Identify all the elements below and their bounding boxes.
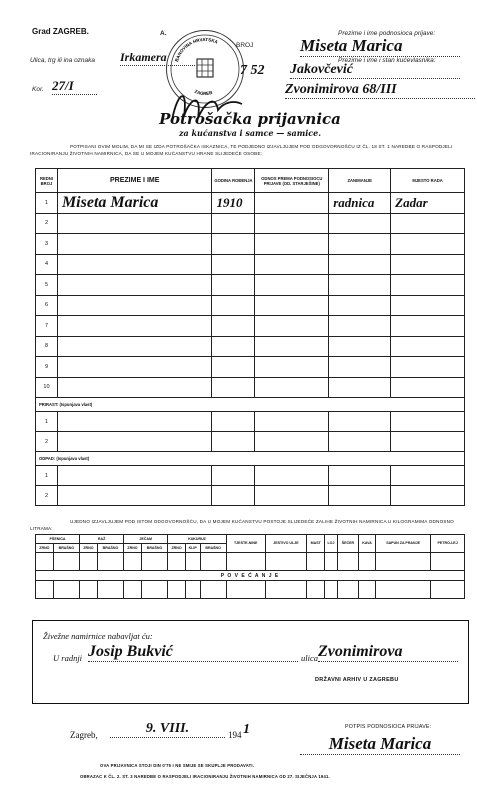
household-row bbox=[36, 316, 465, 337]
row-relation[interactable] bbox=[255, 254, 329, 275]
food-cell[interactable] bbox=[36, 553, 54, 571]
row-relation-text bbox=[255, 338, 259, 353]
section-letter: A. bbox=[160, 30, 167, 37]
food-cell[interactable] bbox=[325, 581, 338, 599]
row-occupation[interactable] bbox=[329, 377, 391, 398]
food-cell[interactable] bbox=[141, 581, 167, 599]
row-occupation[interactable] bbox=[329, 193, 391, 214]
footer-form-note: OBRAZAC K ČL. 2. ST. 3 NAREDBE O RASPODJELI IRACIONIRANJU ŽIVOTNIH NAMIRNICA OD 27. SIJEČNJA 1941. bbox=[80, 774, 330, 779]
odpad-cell[interactable] bbox=[329, 466, 391, 486]
prirast-cell[interactable] bbox=[329, 432, 391, 452]
food-cell[interactable] bbox=[200, 553, 226, 571]
row-occupation[interactable] bbox=[329, 357, 391, 378]
row-name[interactable] bbox=[57, 234, 212, 255]
col-header-relation: ODNOS PREMA PODNOSIOCU PRIJAVE (OD. STARJEŠINE) bbox=[255, 169, 329, 193]
row-name-text: Miseta Marica bbox=[61, 193, 159, 211]
row-number: 5 bbox=[36, 275, 58, 296]
row-workplace-text bbox=[391, 236, 395, 251]
odpad-row bbox=[36, 466, 465, 486]
kor-label: Kor. bbox=[32, 86, 44, 93]
odpad-cell[interactable] bbox=[329, 486, 391, 506]
row-year[interactable] bbox=[212, 234, 255, 255]
group-header-kukuruz: KUKURUZ bbox=[168, 535, 227, 544]
odpad-cell[interactable] bbox=[212, 466, 255, 486]
row-occupation-text bbox=[329, 277, 333, 292]
prirast-cell[interactable] bbox=[212, 412, 255, 432]
row-occupation[interactable] bbox=[329, 275, 391, 296]
row-workplace-text bbox=[391, 297, 395, 312]
prirast-row bbox=[36, 432, 465, 452]
food-cell[interactable] bbox=[200, 581, 226, 599]
row-number: 10 bbox=[36, 377, 58, 398]
row-relation[interactable] bbox=[255, 357, 329, 378]
food-cell[interactable] bbox=[375, 581, 430, 599]
stock-statement: UJEDNO IZJAVLJUJEM POD ISTOM ODGOVORNOŠĆU, DA U MOJEM KUĆANSTVU POSTOJE SLIJEDEĆE ZALIHE ŽIVOTNIH NAMIRNICA U KILOGRAMIMA ODNOSNO LITRAMA: bbox=[30, 519, 454, 531]
sub-header-brasno: BRAŠNO bbox=[97, 544, 123, 553]
row-occupation-text bbox=[329, 256, 333, 271]
food-cell[interactable] bbox=[80, 553, 98, 571]
seal-text-top: BANOVINA HRVATSKA bbox=[174, 36, 219, 63]
row-relation-text bbox=[255, 256, 259, 271]
sub-header-brasno: BRAŠNO bbox=[53, 544, 79, 553]
col-header-year: GODINA ROĐENJA bbox=[212, 169, 255, 193]
year-suffix[interactable]: 1 bbox=[243, 722, 250, 737]
form-subtitle: za kućanstva i samce — samice. bbox=[178, 128, 321, 138]
street-label: Ulica, trg ili ina oznaka bbox=[30, 57, 96, 64]
row-year-text bbox=[212, 256, 216, 271]
household-row bbox=[36, 336, 465, 357]
row-occupation-text bbox=[329, 379, 333, 394]
street-supply-value[interactable]: Zvonimirova bbox=[318, 643, 458, 662]
row-name-text bbox=[58, 214, 62, 231]
row-occupation-text: radnica bbox=[333, 194, 375, 210]
footer-price-note: OVA PRIJAVNICA STOJI DIN 0'75 I NE SMIJE SE SKUPLJE PRODAVATI. bbox=[100, 763, 255, 768]
odpad-section-row bbox=[36, 452, 465, 466]
row-name-text bbox=[58, 337, 62, 354]
col-header-no: REDNI BROJ bbox=[36, 169, 58, 193]
row-occupation[interactable] bbox=[329, 316, 391, 337]
row-workplace-text bbox=[391, 338, 395, 353]
food-cell[interactable] bbox=[185, 553, 200, 571]
row-relation[interactable] bbox=[255, 316, 329, 337]
food-values-row-2 bbox=[36, 581, 465, 599]
prirast-cell[interactable] bbox=[391, 412, 465, 432]
row-name[interactable] bbox=[57, 254, 212, 275]
food-cell[interactable] bbox=[141, 553, 167, 571]
row-year[interactable] bbox=[212, 254, 255, 275]
odpad-cell[interactable] bbox=[57, 466, 212, 486]
house-number[interactable]: 7 52 bbox=[240, 63, 265, 78]
household-table bbox=[35, 168, 465, 506]
row-year-text bbox=[212, 277, 216, 292]
row-name-text bbox=[58, 378, 62, 395]
povecanje-label: P O V E Ć A N J E bbox=[36, 571, 465, 581]
row-workplace[interactable] bbox=[391, 234, 465, 255]
food-cell[interactable] bbox=[168, 581, 186, 599]
food-cell[interactable] bbox=[80, 581, 98, 599]
row-number: 7 bbox=[36, 316, 58, 337]
row-year[interactable] bbox=[212, 336, 255, 357]
row-relation-text bbox=[255, 277, 259, 292]
row-name[interactable] bbox=[57, 377, 212, 398]
household-row bbox=[36, 254, 465, 275]
row-year-text bbox=[212, 236, 216, 251]
row-workplace[interactable] bbox=[391, 357, 465, 378]
household-row bbox=[36, 234, 465, 255]
row-workplace[interactable] bbox=[391, 295, 465, 316]
supply-label: Živežne namirnice nabavljat ću: bbox=[43, 631, 153, 641]
row-relation[interactable] bbox=[255, 336, 329, 357]
povecanje-row bbox=[36, 571, 465, 581]
food-values-row bbox=[36, 553, 465, 571]
food-cell[interactable] bbox=[226, 581, 265, 599]
household-row bbox=[36, 213, 465, 234]
applicant-value[interactable]: Miseta Marica bbox=[300, 36, 460, 57]
row-year[interactable] bbox=[212, 357, 255, 378]
prirast-label: PRIRAST: (Ispunjava vlast) bbox=[36, 398, 465, 412]
row-workplace[interactable] bbox=[391, 336, 465, 357]
row-occupation-text bbox=[329, 297, 333, 312]
row-year[interactable] bbox=[212, 213, 255, 234]
row-relation[interactable] bbox=[255, 377, 329, 398]
prirast-cell[interactable] bbox=[255, 412, 329, 432]
row-workplace-text bbox=[391, 215, 395, 230]
row-name-text bbox=[58, 317, 62, 334]
row-name[interactable] bbox=[57, 357, 212, 378]
household-table-header bbox=[36, 169, 465, 193]
header-kava: KAVA bbox=[359, 535, 376, 553]
food-cell[interactable] bbox=[53, 553, 79, 571]
header-loj: LOJ bbox=[325, 535, 338, 553]
household-row bbox=[36, 377, 465, 398]
sub-header-zrno: ZRNO bbox=[80, 544, 98, 553]
col-header-name: PREZIME I IME bbox=[57, 169, 212, 193]
row-name-text bbox=[58, 255, 62, 272]
city-label: Grad ZAGREB. bbox=[32, 27, 89, 36]
row-workplace[interactable] bbox=[391, 193, 465, 214]
food-stock-table bbox=[35, 534, 465, 599]
food-cell[interactable] bbox=[307, 581, 325, 599]
row-number: 1 bbox=[36, 193, 58, 214]
row-name-text bbox=[58, 276, 62, 293]
row-name-text bbox=[58, 296, 62, 313]
row-year[interactable] bbox=[212, 193, 255, 214]
odpad-row bbox=[36, 486, 465, 506]
odpad-row-number: 2 bbox=[36, 486, 58, 506]
food-cell[interactable] bbox=[431, 581, 465, 599]
food-cell[interactable] bbox=[375, 553, 430, 571]
row-workplace-text bbox=[391, 256, 395, 271]
row-name[interactable] bbox=[57, 213, 212, 234]
odpad-cell[interactable] bbox=[255, 486, 329, 506]
row-relation-text bbox=[255, 379, 259, 394]
supply-box bbox=[32, 620, 469, 704]
odpad-row-number: 1 bbox=[36, 466, 58, 486]
odpad-cell[interactable] bbox=[57, 486, 212, 506]
group-header-raz: RAŽ bbox=[80, 535, 124, 544]
row-occupation-text bbox=[329, 236, 333, 251]
row-occupation[interactable] bbox=[329, 254, 391, 275]
sub-header-klip: KLIP bbox=[185, 544, 200, 553]
food-cell[interactable] bbox=[168, 553, 186, 571]
row-name[interactable] bbox=[57, 336, 212, 357]
owner-value-1[interactable]: Jakovčević bbox=[290, 62, 460, 79]
header-sapun: SAPUN ZA PRANJE bbox=[375, 535, 430, 553]
food-cell[interactable] bbox=[124, 581, 142, 599]
form-title: Potrošačka prijavnica bbox=[159, 110, 341, 128]
col-header-workplace: MJESTO RADA bbox=[391, 169, 465, 193]
food-cell[interactable] bbox=[337, 553, 358, 571]
row-year-text bbox=[212, 297, 216, 312]
row-year-text bbox=[212, 359, 216, 374]
food-cell[interactable] bbox=[307, 553, 325, 571]
group-header-jecam: JEČAM bbox=[124, 535, 168, 544]
prirast-cell[interactable] bbox=[57, 432, 212, 452]
row-relation-text bbox=[255, 359, 259, 374]
row-workplace-text bbox=[391, 318, 395, 333]
food-cell[interactable] bbox=[53, 581, 79, 599]
row-year[interactable] bbox=[212, 377, 255, 398]
food-cell[interactable] bbox=[431, 553, 465, 571]
food-cell[interactable] bbox=[97, 553, 123, 571]
row-occupation[interactable] bbox=[329, 336, 391, 357]
row-name[interactable] bbox=[57, 316, 212, 337]
shop-value[interactable]: Josip Bukvić bbox=[88, 643, 298, 662]
row-year-text: 1910 bbox=[216, 194, 243, 210]
food-cell[interactable] bbox=[36, 581, 54, 599]
row-year[interactable] bbox=[212, 316, 255, 337]
row-number: 9 bbox=[36, 357, 58, 378]
row-name-text bbox=[58, 235, 62, 252]
odpad-cell[interactable] bbox=[255, 466, 329, 486]
group-header-psenica: PŠENICA bbox=[36, 535, 80, 544]
row-occupation[interactable] bbox=[329, 234, 391, 255]
row-workplace-text bbox=[391, 359, 395, 374]
food-cell[interactable] bbox=[359, 581, 376, 599]
header-petrolej: PETRO-LEJ bbox=[431, 535, 465, 553]
prirast-cell[interactable] bbox=[391, 432, 465, 452]
odpad-cell[interactable] bbox=[212, 486, 255, 506]
row-year[interactable] bbox=[212, 295, 255, 316]
row-relation-text bbox=[255, 195, 259, 210]
applicant-label: Prezime i ime podnosioca prijave: bbox=[338, 30, 436, 37]
row-relation-text bbox=[255, 297, 259, 312]
odpad-cell[interactable] bbox=[391, 486, 465, 506]
prirast-row bbox=[36, 412, 465, 432]
row-relation-text bbox=[255, 215, 259, 230]
row-workplace[interactable] bbox=[391, 377, 465, 398]
food-cell[interactable] bbox=[325, 553, 338, 571]
odpad-cell[interactable] bbox=[391, 466, 465, 486]
food-cell[interactable] bbox=[265, 553, 307, 571]
row-relation-text bbox=[255, 318, 259, 333]
row-relation[interactable] bbox=[255, 295, 329, 316]
prirast-row-number: 2 bbox=[36, 432, 58, 452]
row-occupation[interactable] bbox=[329, 213, 391, 234]
intro-statement: POTPISANI OVIM MOLIM, DA MI SE IZDA POTROŠAČKA ISKAZNICA, TE PODJEDNO IZJAVLJUJEM POD ODGOVORNOŠĆU IZ ČL. 18 ST. 1 NAREDBE O RASPODJELI IRACIONIRANJU ŽIVOTNIH NAMIRNICA, DA SE U MOJEM KUĆANSTVU HRANE SLIJEDEĆE OSOBE: bbox=[30, 144, 453, 156]
food-cell[interactable] bbox=[185, 581, 200, 599]
sub-header-brasno: BRAŠNO bbox=[200, 544, 226, 553]
row-number: 4 bbox=[36, 254, 58, 275]
header-mast: MAST bbox=[307, 535, 325, 553]
row-number: 6 bbox=[36, 295, 58, 316]
seal-text-bottom: ZAGREB bbox=[193, 88, 213, 97]
row-number: 8 bbox=[36, 336, 58, 357]
prirast-cell[interactable] bbox=[255, 432, 329, 452]
prirast-cell[interactable] bbox=[212, 432, 255, 452]
year-prefix: 194 bbox=[228, 730, 242, 740]
date-value[interactable]: 9. VIII. bbox=[110, 721, 225, 738]
row-year-text bbox=[212, 318, 216, 333]
row-occupation[interactable] bbox=[329, 295, 391, 316]
place-label: Zagreb, bbox=[70, 730, 98, 740]
row-workplace-text bbox=[391, 379, 395, 394]
col-header-occupation: ZANIMANJE bbox=[329, 169, 391, 193]
food-cell[interactable] bbox=[97, 581, 123, 599]
food-cell[interactable] bbox=[265, 581, 307, 599]
header-tjestenine: TJESTE-NINE bbox=[226, 535, 265, 553]
food-cell[interactable] bbox=[124, 553, 142, 571]
prirast-section-row bbox=[36, 398, 465, 412]
owner-value-2[interactable]: Zvonimirova 68/III bbox=[285, 82, 475, 99]
sub-header-brasno: BRAŠNO bbox=[141, 544, 167, 553]
row-occupation-text bbox=[329, 318, 333, 333]
row-workplace-text bbox=[391, 277, 395, 292]
food-cell[interactable] bbox=[337, 581, 358, 599]
row-year-text bbox=[212, 379, 216, 394]
shop-label: U radnji bbox=[53, 653, 83, 663]
header-secer: ŠEĆER bbox=[337, 535, 358, 553]
prirast-row-number: 1 bbox=[36, 412, 58, 432]
odpad-label: ODPAD: (Ispunjava vlast) bbox=[36, 452, 465, 466]
sub-header-zrno: ZRNO bbox=[124, 544, 142, 553]
row-workplace[interactable] bbox=[391, 275, 465, 296]
street-value[interactable]: Irkamera bbox=[120, 50, 195, 66]
household-row bbox=[36, 295, 465, 316]
street-supply-label: ulica bbox=[301, 653, 318, 663]
sub-header-zrno: ZRNO bbox=[36, 544, 54, 553]
row-relation[interactable] bbox=[255, 275, 329, 296]
header-ulje: JESTIVO ULJE bbox=[265, 535, 307, 553]
sign-value[interactable]: Miseta Marica bbox=[300, 734, 460, 755]
row-relation[interactable] bbox=[255, 213, 329, 234]
row-workplace[interactable] bbox=[391, 316, 465, 337]
household-row bbox=[36, 193, 465, 214]
prirast-cell[interactable] bbox=[329, 412, 391, 432]
row-workplace[interactable] bbox=[391, 213, 465, 234]
row-year[interactable] bbox=[212, 275, 255, 296]
food-cell[interactable] bbox=[226, 553, 265, 571]
archive-stamp: DRŽAVNI ARHIV U ZAGREBU bbox=[315, 677, 399, 683]
sign-label: POTPIS PODNOSIOCA PRIJAVE: bbox=[345, 724, 432, 730]
row-name[interactable] bbox=[57, 275, 212, 296]
food-group-header-row bbox=[36, 535, 465, 544]
row-name[interactable] bbox=[57, 193, 212, 214]
br-label: BROJ bbox=[236, 42, 254, 49]
kor-value[interactable]: 27/I bbox=[52, 78, 97, 95]
household-row bbox=[36, 357, 465, 378]
row-workplace-text: Zadar bbox=[395, 194, 428, 210]
row-occupation-text bbox=[329, 338, 333, 353]
row-occupation-text bbox=[329, 359, 333, 374]
row-year-text bbox=[212, 338, 216, 353]
sub-header-zrno: ZRNO bbox=[168, 544, 186, 553]
row-number: 2 bbox=[36, 213, 58, 234]
row-workplace[interactable] bbox=[391, 254, 465, 275]
row-relation-text bbox=[255, 236, 259, 251]
row-name[interactable] bbox=[57, 295, 212, 316]
owner-label: Prezime i ime i stan kućevlasnika: bbox=[338, 57, 436, 64]
food-cell[interactable] bbox=[359, 553, 376, 571]
row-number: 3 bbox=[36, 234, 58, 255]
row-name-text bbox=[58, 358, 62, 375]
household-row bbox=[36, 275, 465, 296]
row-relation[interactable] bbox=[255, 234, 329, 255]
row-relation[interactable] bbox=[255, 193, 329, 214]
prirast-cell[interactable] bbox=[57, 412, 212, 432]
row-year-text bbox=[212, 215, 216, 230]
row-occupation-text bbox=[329, 215, 333, 230]
